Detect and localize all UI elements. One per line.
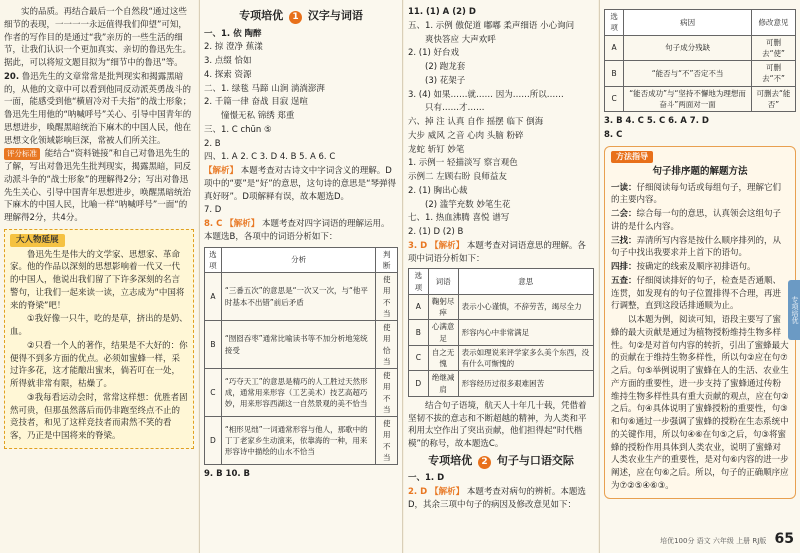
column-3 [404,0,598,553]
answer-line: 示例二 左顾右盼 良师益友 [408,172,507,182]
answer-line: 4. 探索 资源 [204,69,252,80]
method-step: 一读：仔细阅读每句话或每组句子，理解它们的主要内容。 [611,182,782,206]
analysis-table [204,247,398,466]
answer-line: 2. 千篇一律 奋战 目寂 逞喧 [204,97,308,108]
answer-line: 一、1. 依 陶醉 [204,28,262,39]
answer-line: 2. 掠 澄净 蕉漾 [204,42,263,53]
answer-line: 2. (1) D (2) B [408,227,464,237]
method-panel [604,146,796,499]
explanation: 2. D 【解析】 本题考查对病句的辨析。本题选D，其余三项中句子的病因及修改意见如下： [408,487,586,510]
answer-line: 四、1. A 2. C 3. D 4. B 5. A 6. C [204,152,336,163]
answer-line: 龙蛇 斩钉 妙笔 [408,144,465,155]
answer-line: 11. (1) A (2) D [408,7,476,17]
table-row: D 绝继减肩 形容经历过很多艰难困苦 [409,371,594,397]
answer-line: 7. D [204,205,222,216]
answer-line: (3) 花架子 [425,75,466,86]
explanation: 3. D 【解析】 本题考查对词语意思的理解。各项中词语分析如下： [408,240,586,264]
table-row: A 句子成分残缺 可删去“使” [605,35,796,61]
table-row: B 心满意足 形容内心中非常满足 [409,320,594,346]
table-row: B “能否与“不”否定不当 可删去“不” [605,61,796,87]
column-4 [600,0,800,553]
scoring-standard: 评分标准 能结合“资料链接”和自己对鲁迅先生的了解，写出对鲁迅先生批判现实，揭露黑暗，同反动派斗争的“战士形象”的理解得2分；写出对鲁迅先生关心、引导中国青年思想进步，唤醒黑暗统治下麻木的中国人民，比喻一样“呐喊呼号”一面“的理解得2分，共4分。 [4,149,192,223]
answer-line: 七、1. 热血沸腾 喜悦 谱写 [408,213,510,224]
answer-line: 3. 点缀 恰如 [204,56,252,66]
table-header: 修改意见 [751,10,795,36]
answer-line: 2. B [204,138,221,149]
answer-line: 2. (1) 好台戏 [408,48,460,59]
method-analysis: 以本题为例，阅读可知，语段主要写了蜜蜂的最大贡献是通过为植物授粉维持生物多样性。句②是对首句内容的转折，引出了蜜蜂最大的贡献在于维持生物多样性，所以句②应在句⑦之后。句⑤举例说明了蜜蜂在人的生活、农业生产方面的重要性，进一步支持了蜜蜂通过传粉维持生物多样性具有重大贡献的观点，应在句②之后。句④具体说明了蜜蜂授粉的重要性，句③和句⑥通过一步强调了蜜蜂的授粉在生态系统中的关键作用，所以句④⑥在句⑤之后，句③将蜜蜂的授粉作用具体到人类农业，说明了蜜蜂对人类农业生产的重要性，是对句⑥内容的进一步阐述，应在句⑥之后。所以，句子的正确顺序应为⑦②⑤④⑥③。 [611,315,789,491]
section-title-1: 专项培优 1 汉字与词语 [239,9,363,22]
sentence-table [604,9,796,112]
answer-line: 2. (1) 胸出心裁 [408,185,468,196]
answer-line: 8. C [604,129,623,140]
word-table [408,268,594,397]
answer-line: 3. B 4. C 5. C 6. A 7. D [604,116,709,126]
table-row: C “巧夺天工”的意思是精巧的人工胜过天然形成，通常用来形容（工艺美术）技艺高超巧妙，用来形容西湖这一自然景观的美不恰当 使用不当 [205,369,398,417]
table-header: 选项 [205,247,222,273]
answer-line: 憧憬无私 锦绣 郑重 [221,111,295,121]
table-header: 病因 [624,10,752,36]
answer-line: 六、掉 注 认真 自作 摇摆 临下 倒海 [408,117,544,127]
answer-line: 3. (4) 如果……就…… 因为……所以…… [408,89,564,100]
answer-line: 9. B 10. B [204,469,251,479]
answer-line: 1. 示例一 轻描淡写 察言观色 [408,158,518,169]
extension-title: 大人物延展 [10,234,65,247]
footer-text: 培优100分 语文 六年级 上册 RJ版 [660,537,767,545]
method-tag: 方法指导 [611,151,653,163]
question-20: 20. 鲁迅先生的文章常常是批判现实和揭露黑暗的，从他的文章中可以看到他同反动派英勇战斗的一面，能感受到他“横眉冷对千夫指”的战士形象；鲁迅先生用他的“呐喊呼号”关心、引导中国青年的思想进步，唤醒黑暗统治下麻木的中国人民，他在思想文化领域影响巨深，常被人们所关注。 [4,71,192,146]
column-1 [0,0,198,553]
method-step: 三找：弄清所写内容是按什么顺序排列的，从句子中找出我要求并上首下的语句。 [611,235,782,259]
answer-line: 二、1. 绿毯 马蹄 山涧 淌淌澎湃 [204,83,325,94]
section-title-2: 专项培优 2 句子与口语交际 [428,453,574,467]
answer-line: 一、1. D [408,473,445,484]
table-row: B “囫囵吞枣”通常比喻读书等不加分析地笼统接受 使用恰当 [205,321,398,369]
explanation: 8. C 【解析】 本题考查对四字词语的理解运用。本题选B，各项中的词语分析如下： [204,219,390,242]
table-row: A 鞠躬尽瘁 表示小心谨慎，不辞劳苦，竭尽全力 [409,294,594,320]
answer-line: 大步 威风 之音 心肉 头脑 粉碎 [408,130,524,141]
answer-line: 三、1. C chūn ⑤ [204,124,272,135]
method-step: 二会：综合每一句的意思，认真领会这组句子讲的是什么内容。 [611,209,782,232]
extension-quote: ③我每看运动会时，常常这样想：优胜者固然可贵，但那虽然落后而仍非跑至终点不止的竞技者，和见了这样竞技者而肃然不笑的看客，乃正是中国将来的脊梁。 [10,392,188,441]
extension-quote: ②只看一个人的著作，结果是不大好的：你便得不到多方面的优点。必须如蜜蜂一样，采过许多花，这才能酿出蜜来，倘若叮在一处，所得就非常有限，枯燥了。 [10,340,188,389]
table-row: C 自之无愧 表示如理说来评学家多么美个东西，没有什么可惭愧的 [409,345,594,371]
method-step: 四排：按确定的线索及顺序初排语句。 [611,262,756,272]
answer-line: 只有……才…… [425,103,485,114]
table-header: 判断 [376,247,398,273]
table-header: 分析 [221,247,376,273]
extension-quote: ①我好像一只牛，吃的是草，挤出的是奶、血。 [10,314,188,337]
page-number: 65 [774,531,794,547]
page-footer [660,529,794,550]
scoring-tag: 评分标准 [4,148,40,160]
extension-box [4,229,194,449]
table-header: 选项 [409,269,429,295]
answer-line: (2) 跑龙套 [425,62,466,72]
column-2 [200,0,402,553]
table-row: D “相形见绌”一词通常形容与他人，那歌中的丁丁老家乡生动演来，依靠海的一种，用来形容诗中描绘的山水不恰当 使用不当 [205,417,398,465]
answer-line: 爽快答应 大声欢呼 [425,34,496,45]
explanation: 【解析】 本题考查对古诗文中字词含义的理解。D项中的“要”是“好”的意思，这句诗的意思是“琴弹得真好呀”。D项解释有误，故本题选D。 [204,166,397,202]
answer-line: 五、1. 示例 傲促道 嘟嘟 柔声细语 小心询问 [408,20,575,31]
answer-line: (2) 滥竽充数 妙笔生花 [425,199,511,210]
method-title: 句子排序题的解题方法 [652,166,748,178]
table-header: 意思 [458,269,593,295]
table-header: 选项 [605,10,624,36]
intro-paragraph: 实的品质。再结合最后一个自然段“通过这些细节的表现，一一一一永远值得我们仰望”可知，作者的写作目的是通过“我”亲历的一些生活的细节，让我们认识一个更加真实、亲切的鲁迅先生。据此，可以将短文题目拟为“细节中的鲁迅”等。 [4,7,192,68]
extension-para: 鲁迅先生是伟大的文学家、思想家、革命家。他的作品以深刻的思想影响着一代又一代的中国人，他说出我们留了下许多深刻的名言警句，让我们一起来读一读，立志成为“中国将来的脊梁”吧！ [10,249,185,311]
table-header: 词语 [428,269,458,295]
side-tab: 专项培优 [788,280,800,340]
table-row: A “三番五次”的意思是“一次又一次，与“他平时基本不出错”前后矛盾 使用不当 [205,273,398,321]
table-row: C “能否成功”与“坚持不懈地为理想而奋斗”两面对一面 可删去“能否” [605,86,796,112]
method-step: 五查：仔细阅读排好的句子，检查是否通顺、连贯，如发现有的句子位置排得不合理，再进行调整，直到这段话排通顺为止。 [611,275,782,312]
column-divider [402,0,403,553]
explanation-summary: 结合句子语境，航天人十年几十载，凭借着坚韧不拔的意志和不断超越的精神，为人类和平利用太空作出了突出贡献，他们担得起“时代楷模”的称号，故本题选C。 [408,400,587,449]
